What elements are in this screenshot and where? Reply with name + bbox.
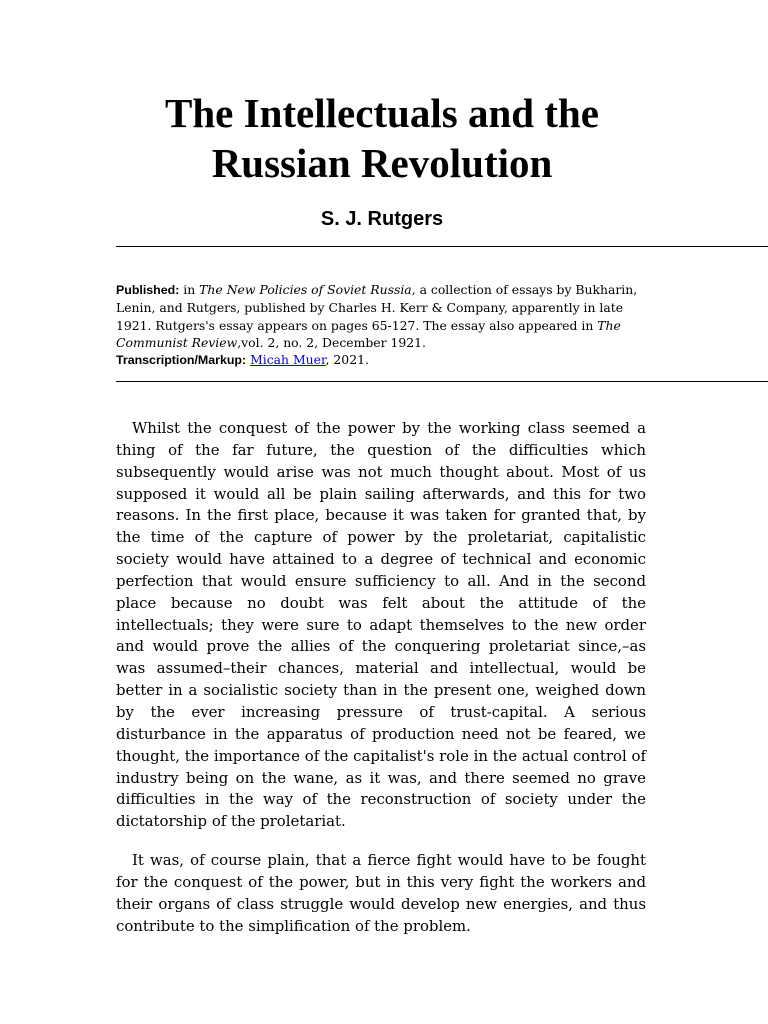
- published-label: Published:: [116, 283, 180, 297]
- published-details: , a collection of essays by Bukharin, Lenin, and Rutgers, published by Charles H. Kerr & Company, apparently in late 1921. Rutgers's essay appears on pages 65-127. The essay also appeared in: [116, 282, 638, 333]
- publication-info: [116, 281, 646, 369]
- document-title: [100, 88, 664, 188]
- journal-title: The Communist Review: [116, 317, 621, 350]
- title-line-1: The Intellectuals and the: [165, 90, 599, 136]
- header-divider-top: [116, 246, 768, 247]
- transcriber-link[interactable]: Micah Muer: [250, 352, 326, 368]
- published-note: [116, 281, 646, 351]
- body-paragraph: Whilst the conquest of the power by the working class seemed a thing of the far future, the question of the difficulties which subsequently would arise was not much thought about. Most of us supposed it would all be plain sailing afterwards, and this for two reasons. In the first place, because it was taken for granted that, by the time of the capture of power by the proletariat, capitalistic society would have attained to a degree of technical and economic perfection that would ensure sufficiency to all. And in the second place because no doubt was felt about the attitude of the intellectuals; they were sure to adapt themselves to the new order and would prove the allies of the conquering proletariat since,–as was assumed–their chances, material and intellectual, would be better in a socialistic society than in the present one, weighed down by the ever increasing pressure of trust-capital. A serious disturbance in the apparatus of production need not be feared, we thought, the importance of the capitalist's role in the actual control of industry being on the wane, as it was, and there seemed no grave difficulties in the way of the reconstruction of society under the dictatorship of the proletariat.: [116, 419, 646, 831]
- published-prefix: in: [179, 282, 200, 297]
- transcription-note: [116, 351, 646, 369]
- journal-details: ,vol. 2, no. 2, December 1921.: [237, 334, 426, 350]
- header-divider-bottom: [116, 381, 768, 382]
- book-title: The New Policies of Soviet Russia: [199, 282, 412, 297]
- body-paragraph: It was, of course plain, that a fierce fight would have to be fought for the conquest of the power, but in this very fight the workers and their organs of class struggle would develop new energies, and thus contribute to the simplification of the problem.: [116, 851, 646, 935]
- title-line-2: Russian Revolution: [211, 140, 553, 186]
- transcription-year: , 2021.: [325, 352, 369, 368]
- transcription-label: Transcription/Markup:: [116, 353, 247, 368]
- essay-body: [116, 418, 646, 954]
- author-name: S. J. Rutgers: [320, 208, 444, 230]
